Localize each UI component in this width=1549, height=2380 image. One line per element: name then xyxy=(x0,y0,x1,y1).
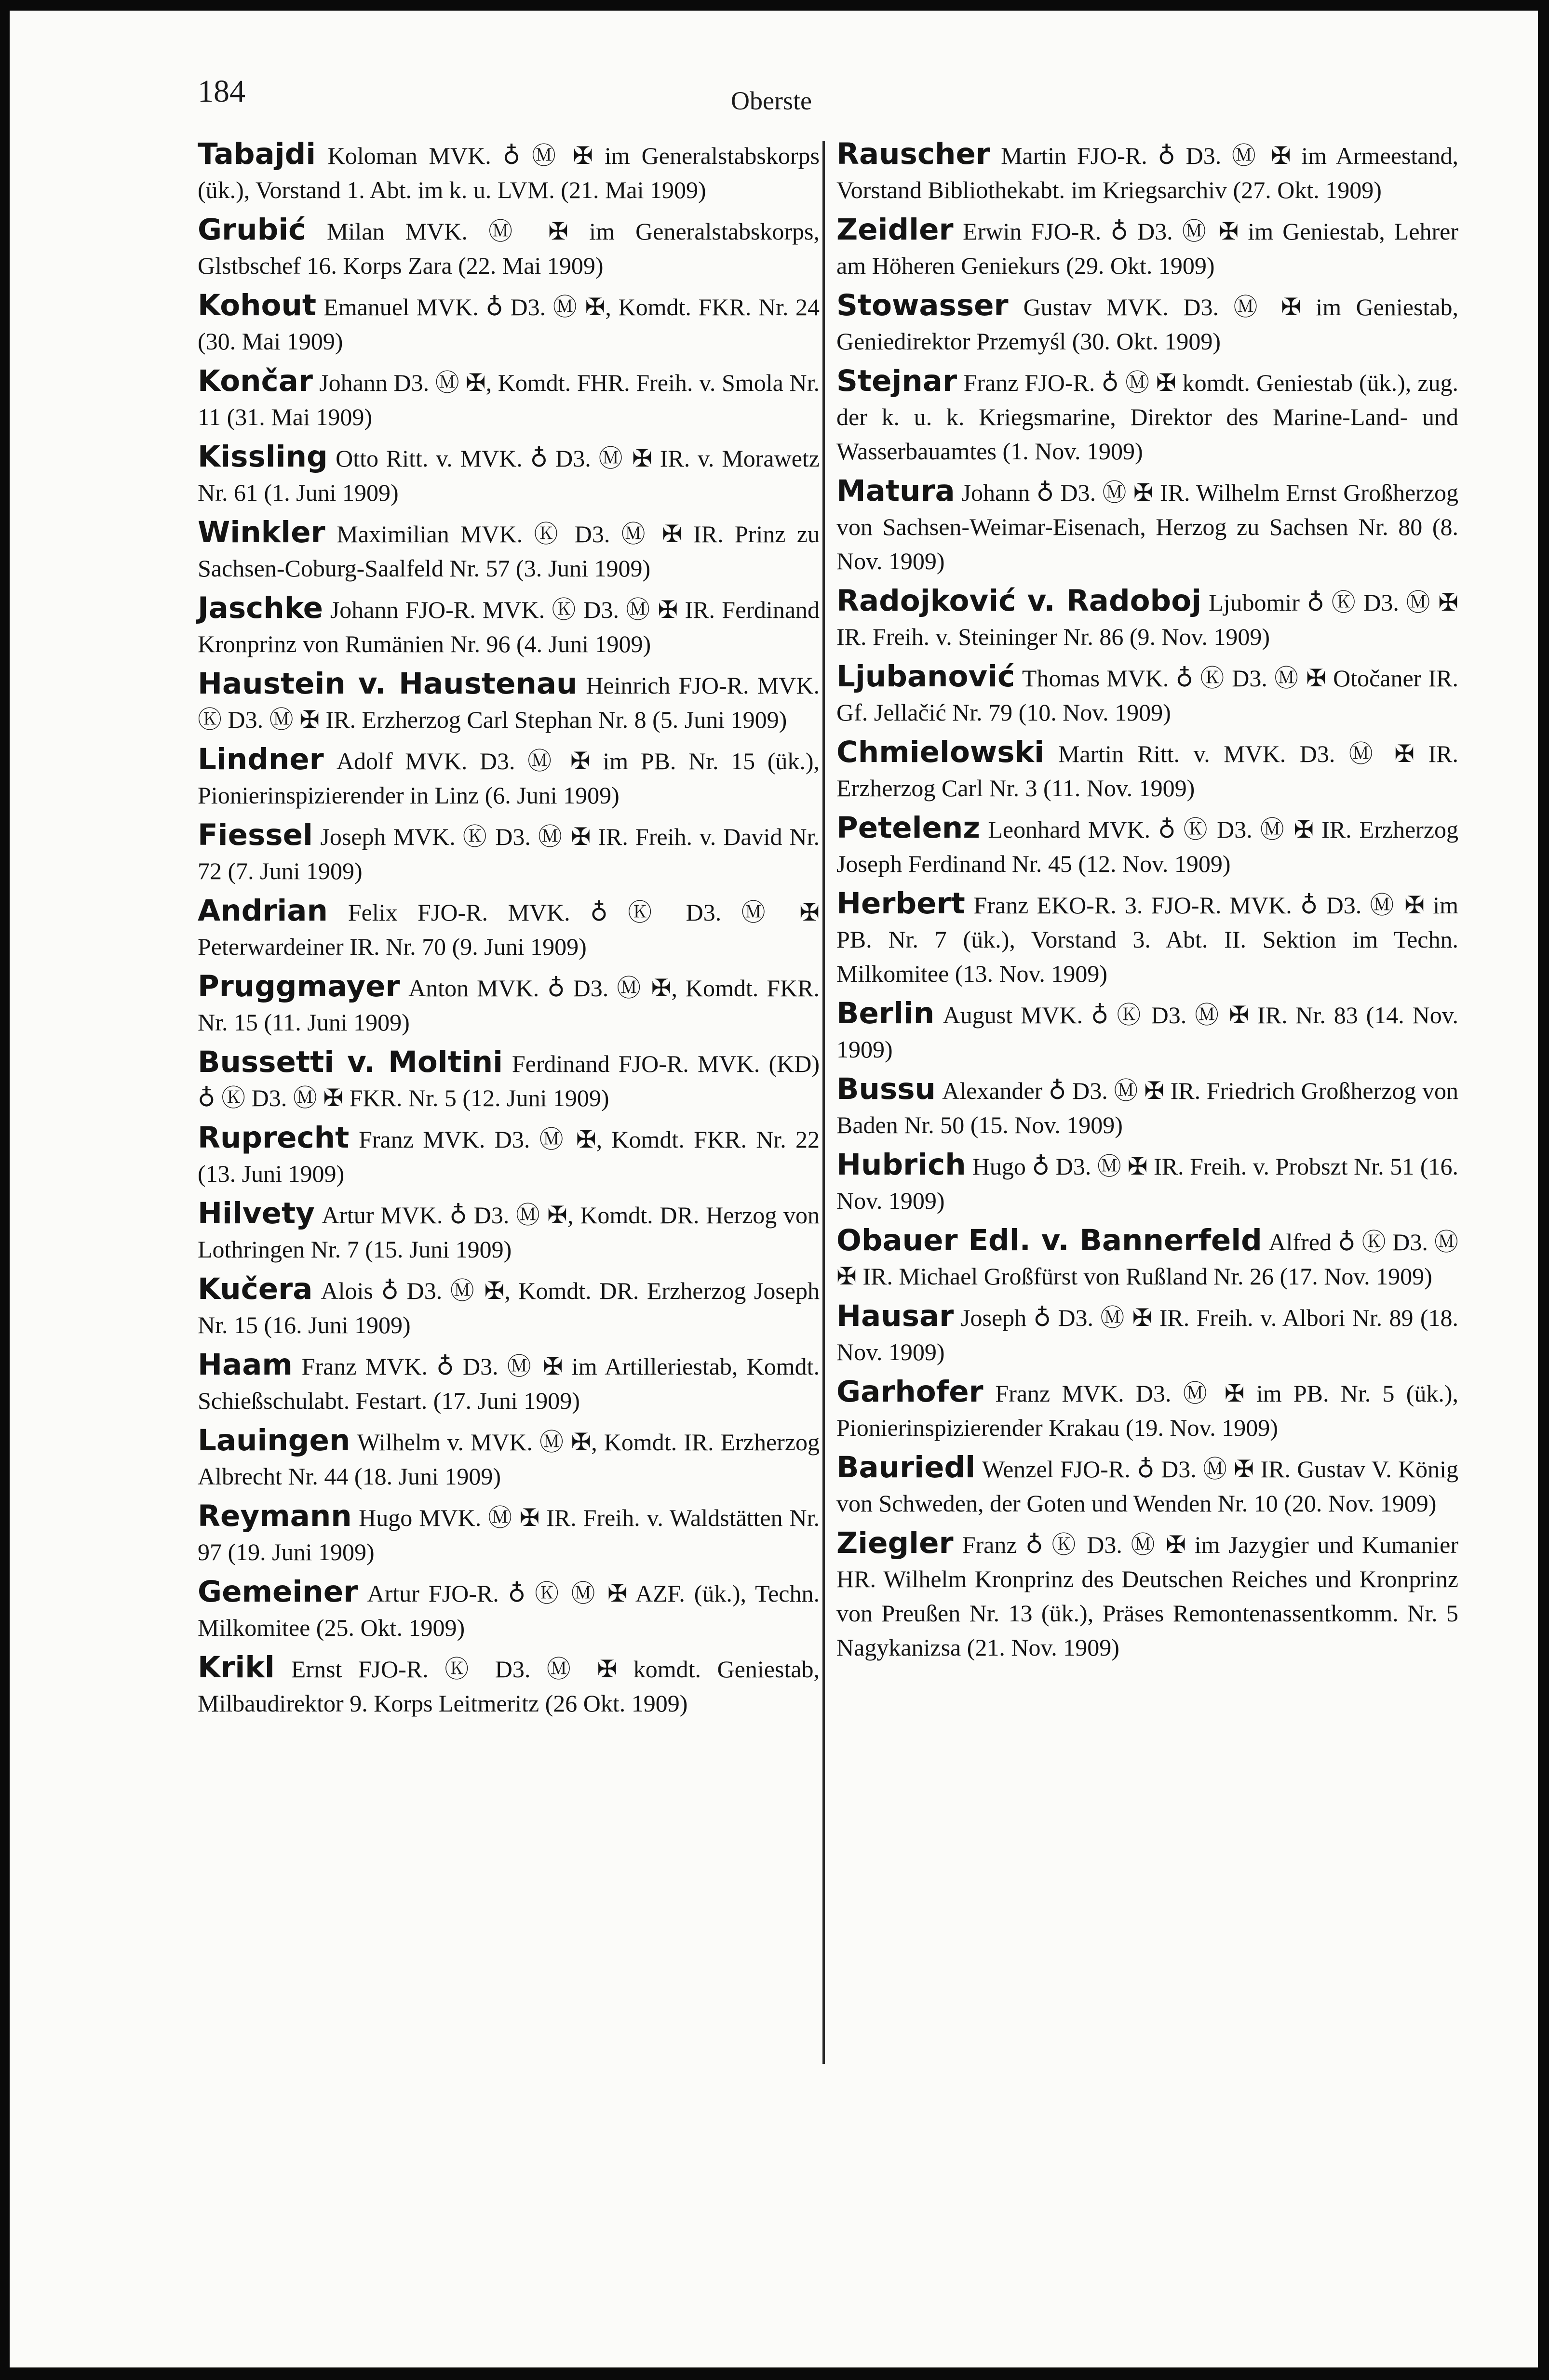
entry xyxy=(198,1348,820,1418)
entry xyxy=(198,742,820,813)
entry-name: Kučera xyxy=(198,1272,313,1306)
entry-text: Anton MVK. ♁ D3. Ⓜ ✠, Komdt. FKR. Nr. 15 (11. Juni 1909) xyxy=(198,975,820,1036)
entry-name: Radojković v. Radoboj xyxy=(836,584,1202,618)
entry-name: Reymann xyxy=(198,1499,352,1533)
entry-text: Leonhard MVK. ♁ Ⓚ D3. Ⓜ ✠ IR. Erzherzog Joseph Ferdinand Nr. 45 (12. Nov. 1909) xyxy=(836,816,1459,877)
entry xyxy=(836,137,1458,207)
entry xyxy=(836,811,1458,881)
entry-text: Franz MVK. ♁ D3. Ⓜ ✠ im Artilleriestab, Komdt. Schießschulabt. Festart. (17. Juni 1909) xyxy=(198,1353,820,1414)
entry xyxy=(836,1299,1458,1369)
entry-name: Stowasser xyxy=(836,288,1009,322)
entry-text: Thomas MVK. ♁ Ⓚ D3. Ⓜ ✠ Otočaner IR. Gf. Jellačić Nr. 79 (10. Nov. 1909) xyxy=(836,665,1458,726)
entry-text: August MVK. ♁ Ⓚ D3. Ⓜ ✠ IR. Nr. 83 (14. Nov. 1909) xyxy=(836,1002,1458,1063)
entry xyxy=(836,1526,1458,1665)
column-divider xyxy=(822,141,825,2064)
entry-name: Končar xyxy=(198,364,313,398)
entry-name: Garhofer xyxy=(836,1375,983,1409)
entry-text: Ernst FJO-R. Ⓚ D3. Ⓜ ✠ komdt. Geniestab, Milbaudirektor 9. Korps Leitmeritz (26 Okt. 1909) xyxy=(198,1656,820,1717)
entry-name: Fiessel xyxy=(198,818,313,852)
document-page xyxy=(10,11,1538,2367)
entry xyxy=(198,137,820,207)
entry-text: Alexander ♁ D3. Ⓜ ✠ IR. Friedrich Großherzog von Baden Nr. 50 (15. Nov. 1909) xyxy=(836,1077,1459,1138)
entry-name: Zeidler xyxy=(836,213,954,247)
entry xyxy=(198,667,820,737)
entry-text: Hugo ♁ D3. Ⓜ ✠ IR. Freih. v. Probszt Nr. 51 (16. Nov. 1909) xyxy=(836,1153,1459,1214)
entry xyxy=(836,474,1458,578)
entry-text: Franz ♁ Ⓚ D3. Ⓜ ✠ im Jazygier und Kumanier HR. Wilhelm Kronprinz des Deutschen Reiches und Kronprinz von Preußen Nr. 13 (ük.), Präses Remontenassentkomm. Nr. 5 Nagykanizsa (21. Nov. 1909) xyxy=(836,1531,1458,1661)
entry-text: Franz MVK. D3. Ⓜ ✠, Komdt. FKR. Nr. 22 (13. Juni 1909) xyxy=(198,1126,820,1187)
entry-name: Stejnar xyxy=(836,364,957,398)
entry xyxy=(198,894,820,964)
entry xyxy=(836,213,1458,283)
entry-text: Emanuel MVK. ♁ D3. Ⓜ ✠, Komdt. FKR. Nr. 24 (30. Mai 1909) xyxy=(198,294,820,355)
entry xyxy=(836,886,1458,991)
entry-name: Bauriedl xyxy=(836,1450,976,1484)
entry-text: Wilhelm v. MVK. Ⓜ ✠, Komdt. IR. Erzherzog Albrecht Nr. 44 (18. Juni 1909) xyxy=(198,1429,820,1490)
entry-text: Johann D3. Ⓜ ✠, Komdt. FHR. Freih. v. Smola Nr. 11 (31. Mai 1909) xyxy=(198,369,820,430)
entry-name: Haustein v. Haustenau xyxy=(198,667,578,701)
entry xyxy=(836,659,1458,730)
entry xyxy=(198,440,820,510)
entry-name: Rauscher xyxy=(836,137,990,171)
entry-text: Heinrich FJO-R. MVK. Ⓚ D3. Ⓜ ✠ IR. Erzherzog Carl Stephan Nr. 8 (5. Juni 1909) xyxy=(198,672,820,733)
entry-name: Jaschke xyxy=(198,591,323,625)
entry-text: Hugo MVK. Ⓜ ✠ IR. Freih. v. Waldstätten Nr. 97 (19. Juni 1909) xyxy=(198,1504,820,1565)
entry-text: Milan MVK. Ⓜ ✠ im Generalstabskorps, Glstbschef 16. Korps Zara (22. Mai 1909) xyxy=(198,218,820,279)
entry xyxy=(836,1148,1458,1218)
entry-text: Martin Ritt. v. MVK. D3. Ⓜ ✠ IR. Erzherzog Carl Nr. 3 (11. Nov. 1909) xyxy=(836,740,1459,802)
entry xyxy=(198,969,820,1040)
entry-name: Haam xyxy=(198,1348,293,1382)
entry xyxy=(836,584,1458,654)
entry-text: Joseph MVK. Ⓚ D3. Ⓜ ✠ IR. Freih. v. David Nr. 72 (7. Juni 1909) xyxy=(198,823,820,884)
entry-name: Ziegler xyxy=(836,1526,954,1560)
entry xyxy=(198,1499,820,1569)
entry-text: Joseph ♁ D3. Ⓜ ✠ IR. Freih. v. Albori Nr. 89 (18. Nov. 1909) xyxy=(836,1304,1459,1365)
entry-text: Maximilian MVK. Ⓚ D3. Ⓜ ✠ IR. Prinz zu Sachsen-Coburg-Saalfeld Nr. 57 (3. Juni 1909) xyxy=(198,521,820,582)
entry-text: Gustav MVK. D3. Ⓜ ✠ im Geniestab, Geniedirektor Przemyśl (30. Okt. 1909) xyxy=(836,294,1458,355)
entry-name: Petelenz xyxy=(836,811,980,845)
entry-name: Kohout xyxy=(198,288,317,322)
entry xyxy=(198,213,820,283)
entry xyxy=(198,591,820,661)
entry-text: Wenzel FJO-R. ♁ D3. Ⓜ ✠ IR. Gustav V. König von Schweden, der Goten und Wenden Nr. 10 (20. Nov. 1909) xyxy=(836,1456,1458,1517)
entry-text: Artur MVK. ♁ D3. Ⓜ ✠, Komdt. DR. Herzog von Lothringen Nr. 7 (15. Juni 1909) xyxy=(198,1202,820,1263)
entry-text: Koloman MVK. ♁ Ⓜ ✠ im Generalstabskorps (ük.), Vorstand 1. Abt. im k. u. LVM. (21. Mai 1909) xyxy=(198,142,820,203)
left-column xyxy=(198,137,820,1726)
entry-text: Adolf MVK. D3. Ⓜ ✠ im PB. Nr. 15 (ük.), Pionierinspizierender in Linz (6. Juni 1909) xyxy=(198,748,820,809)
entry xyxy=(198,1650,820,1721)
entry-name: Lindner xyxy=(198,742,324,776)
right-column xyxy=(836,137,1458,1670)
entry-text: Ljubomir ♁ Ⓚ D3. Ⓜ ✠ IR. Freih. v. Steininger Nr. 86 (9. Nov. 1909) xyxy=(836,589,1458,650)
entry xyxy=(198,818,820,888)
entry xyxy=(198,1272,820,1342)
entry-name: Hausar xyxy=(836,1299,954,1333)
entry-text: Franz EKO-R. 3. FJO-R. MVK. ♁ D3. Ⓜ ✠ im PB. Nr. 7 (ük.), Vorstand 3. Abt. II. Sektion im Techn. Milkomitee (13. Nov. 1909) xyxy=(836,892,1459,987)
entry-text: Felix FJO-R. MVK. ♁ Ⓚ D3. Ⓜ ✠ Peterwardeiner IR. Nr. 70 (9. Juni 1909) xyxy=(198,899,820,960)
entry xyxy=(198,1045,820,1115)
entry-name: Obauer Edl. v. Bannerfeld xyxy=(836,1223,1262,1257)
entry-name: Bussu xyxy=(836,1072,936,1106)
entry-name: Ruprecht xyxy=(198,1121,350,1155)
entry xyxy=(198,1423,820,1494)
entry xyxy=(198,1575,820,1645)
entry-name: Hilvety xyxy=(198,1196,315,1230)
entry-name: Lauingen xyxy=(198,1423,350,1457)
entry-text: Johann ♁ D3. Ⓜ ✠ IR. Wilhelm Ernst Großherzog von Sachsen-Weimar-Eisenach, Herzog zu Sachsen Nr. 80 (8. Nov. 1909) xyxy=(836,479,1459,575)
running-title: Oberste xyxy=(731,86,812,115)
entry-text: Otto Ritt. v. MVK. ♁ D3. Ⓜ ✠ IR. v. Morawetz Nr. 61 (1. Juni 1909) xyxy=(198,445,820,506)
entry xyxy=(836,364,1458,468)
entry-text: Alois ♁ D3. Ⓜ ✠, Komdt. DR. Erzherzog Joseph Nr. 15 (16. Juni 1909) xyxy=(198,1277,820,1338)
entry-name: Andrian xyxy=(198,894,328,928)
entry-text: Ferdinand FJO-R. MVK. (KD) ♁ Ⓚ D3. Ⓜ ✠ FKR. Nr. 5 (12. Juni 1909) xyxy=(198,1050,820,1111)
entry xyxy=(836,1375,1458,1445)
entry-text: Johann FJO-R. MVK. Ⓚ D3. Ⓜ ✠ IR. Ferdinand Kronprinz von Rumänien Nr. 96 (4. Juni 1909) xyxy=(198,596,820,657)
entry-name: Ljubanović xyxy=(836,659,1015,694)
entry-name: Grubić xyxy=(198,213,306,247)
page-number: 184 xyxy=(198,74,245,109)
entry xyxy=(836,735,1458,805)
entry xyxy=(198,1196,820,1267)
entry-name: Winkler xyxy=(198,515,325,549)
entry-name: Gemeiner xyxy=(198,1575,358,1609)
entry-name: Tabajdi xyxy=(198,137,316,171)
entry xyxy=(198,288,820,359)
entry-name: Pruggmayer xyxy=(198,969,400,1003)
entry-name: Berlin xyxy=(836,996,935,1030)
entry-text: Martin FJO-R. ♁ D3. Ⓜ ✠ im Armeestand, Vorstand Bibliothekabt. im Kriegsarchiv (27. Okt. 1909) xyxy=(836,142,1458,203)
entry-name: Herbert xyxy=(836,886,965,921)
entry xyxy=(198,1121,820,1191)
entry xyxy=(198,364,820,434)
entry xyxy=(836,1450,1458,1521)
entry xyxy=(836,288,1458,359)
entry xyxy=(836,996,1458,1067)
entry-name: Bussetti v. Moltini xyxy=(198,1045,503,1079)
entry-name: Chmielowski xyxy=(836,735,1044,769)
entry xyxy=(836,1072,1458,1142)
entry-text: Franz FJO-R. ♁ Ⓜ ✠ komdt. Geniestab (ük.), zug. der k. u. k. Kriegsmarine, Direktor des Marine-Land- und Wasserbauamtes (1. Nov. 1909) xyxy=(836,369,1459,465)
entry xyxy=(836,1223,1458,1294)
entry-text: Erwin FJO-R. ♁ D3. Ⓜ ✠ im Geniestab, Lehrer am Höheren Geniekurs (29. Okt. 1909) xyxy=(836,218,1458,279)
entry-text: Alfred ♁ Ⓚ D3. Ⓜ ✠ IR. Michael Großfürst von Rußland Nr. 26 (17. Nov. 1909) xyxy=(836,1229,1458,1290)
entry-name: Hubrich xyxy=(836,1148,966,1182)
entry-text: Artur FJO-R. ♁ Ⓚ Ⓜ ✠ AZF. (ük.), Techn. Milkomitee (25. Okt. 1909) xyxy=(198,1580,820,1641)
entry xyxy=(198,515,820,586)
entry-name: Kissling xyxy=(198,440,328,474)
entry-text: Franz MVK. D3. Ⓜ ✠ im PB. Nr. 5 (ük.), Pionierinspizierender Krakau (19. Nov. 1909) xyxy=(836,1380,1458,1441)
entry-name: Krikl xyxy=(198,1650,275,1685)
entry-name: Matura xyxy=(836,474,955,508)
